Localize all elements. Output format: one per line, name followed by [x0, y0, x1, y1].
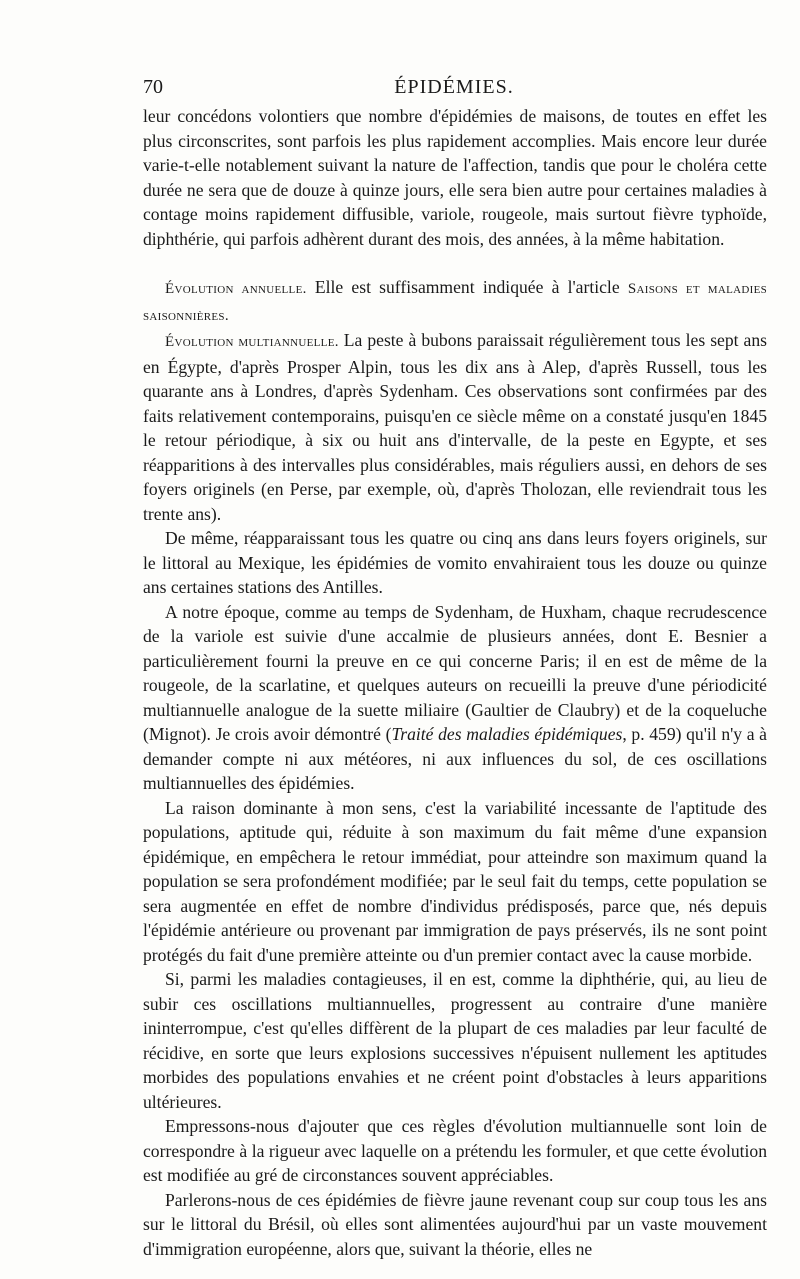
paragraph-variole: [143, 600, 767, 796]
section-text-annuelle: Elle est suffisamment indiquée à l'article: [314, 277, 620, 297]
section-text-multiannuelle: La peste à bubons paraissait régulièrement tous les sept ans en Égypte, d'après Prosper Alpin, tous les dix ans à Alep, d'après Russell, tous les quarante ans à Londres, d'après Sydenham. Ces observations sont confirmées par des faits relativement contemporains, puisqu'en ce siècle même on a constaté jusqu'en 1845 le retour périodique, à six ou huit ans d'intervalle, de la peste en Egypte, et ses réapparitions à des intervalles plus considérables, mais réguliers aussi, en dehors de ses foyers originels (en Perse, par exemple, où, d'après Tholozan, elle reviendrait tous les trente ans).: [143, 330, 767, 524]
paragraph-evolution-annuelle: [143, 275, 767, 328]
paragraph-vomito: De même, réapparaissant tous les quatre ou cinq ans dans leurs foyers originels, sur le littoral au Mexique, les épidémies de vomito envahiraient tous les douze ou quinze ans certaines stations des Antilles.: [143, 528, 767, 597]
running-title: ÉPIDÉMIES.: [394, 76, 514, 98]
paragraph-variole-part-a: A notre époque, comme au temps de Sydenham, de Huxham, chaque recrudescence de la variole est suivie d'une accalmie de plusieurs années, dont E. Besnier a particulièrement fourni la preuve en ce qui concerne Paris; il en est de même de la rougeole, de la scarlatine, et quelques auteurs on recueilli la preuve d'une périodicité multiannuelle analogue de la suette miliaire (Gaultier de Claubry) et de la coqueluche (Mignot). Je crois avoir démontré (: [143, 601, 767, 744]
paragraph-regles-evolution: Empressons-nous d'ajouter que ces règles d'évolution multiannuelle sont loin de correspondre à la rigueur avec laquelle on a prétendu les formuler, et que cette évolution est modifiée au gré de circonstances souvent appréciables.: [143, 1116, 767, 1185]
page-header: [143, 76, 765, 102]
book-title-citation: Traité des maladies épidémiques: [391, 724, 623, 744]
page-number: 70: [143, 76, 163, 98]
section-heading-multiannuelle: Évolution multiannuelle.: [165, 334, 339, 350]
paragraph-evolution-multiannuelle: [143, 328, 767, 526]
paragraph-fievre-jaune: Parlerons-nous de ces épidémies de fièvre jaune revenant coup sur coup tous les ans sur le littoral du Brésil, où elles sont alimentées aujourd'hui par un vaste mouvement d'immigration européenne, alors que, suivant la théorie, elles ne: [143, 1189, 767, 1259]
paragraph-continuation: leur concédons volontiers que nombre d'épidémies de maisons, de toutes en effet les plus circonscrites, sont parfois les plus rapidement accomplies. Mais encore leur durée varie-t-elle notablement suivant la nature de l'affection, tandis que pour le choléra cette durée ne sera que de douze à quinze jours, elle sera bien autre pour certaines maladies à contage moins rapidement diffusible, variole, rougeole, mais surtout fièvre typhoïde, diphthérie, qui parfois adhèrent durant des mois, des années, à la même habitation.: [143, 106, 767, 249]
paragraph-diphtherie: Si, parmi les maladies contagieuses, il en est, comme la diphthérie, qui, au lieu de subir ces oscillations multiannuelles, progressent au contraire d'une manière ininterrompue, c'est qu'elles diffèrent de la plupart de ces maladies par leur faculté de récidive, en sorte que leurs explosions successives n'épuisent nullement les aptitudes morbides des populations envahies et ne créent point d'obstacles à leurs apparitions ultérieures.: [143, 969, 767, 1112]
paragraph-raison-dominante: La raison dominante à mon sens, c'est la variabilité incessante de l'aptitude des populations, aptitude qui, réduite à son maximum du fait même d'une expansion épidémique, en empêchera le retour immédiat, pour atteindre son maximum quand la population se sera profondément modifiée; par le seul fait du temps, cette population se sera augmentée en effet de nombre d'individus prédisposés, parce que, nés depuis l'épidémie antérieure ou provenant par immigration de pays préservés, ils ne sont point protégés du fait d'une première atteinte ou d'un premier contact avec la cause morbide.: [143, 797, 767, 965]
cross-reference: Saisons et maladies saisonnières.: [143, 281, 768, 324]
paragraph-variole-part-b: , p. 459) qu'il n'y a à demander compte ni aux météores, ni aux influences du sol, de ces oscillations multiannuelles des épidémies.: [143, 724, 767, 793]
page-body: [143, 104, 767, 1261]
section-heading-annuelle: Évolution annuelle.: [165, 281, 307, 297]
